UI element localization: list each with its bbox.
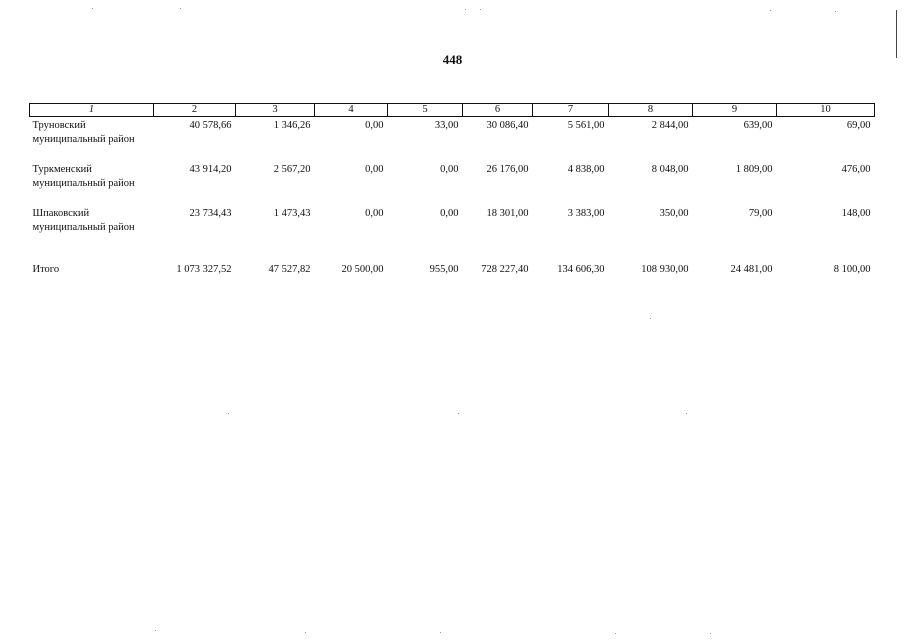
total-value-cell: 134 606,30 [557,264,605,275]
column-header-4: 4 [315,104,388,117]
value-cell: 79,00 [748,208,773,219]
value-cell: 5 561,00 [567,120,605,131]
scan-speck [440,632,441,633]
value-cell: 69,00 [846,120,871,131]
value-cell: 3 383,00 [567,208,605,219]
value-cell: 26 176,00 [486,164,529,175]
value-cell: 148,00 [841,208,871,219]
value-cell: 0,00 [440,164,459,175]
value-cell: 18 301,00 [486,208,529,219]
district-name-cell: Шпаковский муниципальный район [32,208,135,233]
scan-speck [480,9,481,10]
table-header-row [30,104,875,117]
value-cell: 2 567,20 [273,164,311,175]
scan-speck [458,413,459,414]
value-cell: 33,00 [434,120,459,131]
column-header-8: 8 [609,104,693,117]
spacer-row [30,249,875,261]
column-header-5: 5 [388,104,463,117]
value-cell: 1 346,26 [273,120,311,131]
column-header-10: 10 [777,104,875,117]
column-header-3: 3 [236,104,315,117]
total-value-cell: 728 227,40 [481,264,529,275]
scan-speck [615,633,616,634]
district-name-cell: Туркменский муниципальный район [32,164,135,189]
column-header-1: 1 [30,104,154,117]
total-value-cell: 47 527,82 [268,264,311,275]
table-row [30,117,875,162]
value-cell: 0,00 [365,164,384,175]
total-value-cell: 20 500,00 [341,264,384,275]
value-cell: 1 809,00 [735,164,773,175]
scan-speck [180,8,181,9]
scan-speck [228,413,229,414]
value-cell: 639,00 [743,120,773,131]
column-header-9: 9 [693,104,777,117]
column-header-2: 2 [154,104,236,117]
value-cell: 1 473,43 [273,208,311,219]
value-cell: 350,00 [659,208,689,219]
scan-speck [155,630,156,631]
value-cell: 2 844,00 [651,120,689,131]
spacer-cell [30,249,875,261]
table-row [30,205,875,249]
scan-edge-line [896,10,897,58]
table-row [30,161,875,205]
value-cell: 476,00 [841,164,871,175]
page-number: 448 [442,52,463,67]
total-label-cell: Итого [32,264,60,275]
scan-speck [686,413,687,414]
budget-table [29,103,875,279]
scan-speck [770,10,771,11]
scan-speck [305,632,306,633]
value-cell: 0,00 [365,208,384,219]
value-cell: 8 048,00 [651,164,689,175]
scan-speck [710,633,711,634]
district-name-cell: Труновский муниципальный район [32,120,135,145]
scan-speck [465,9,466,10]
value-cell: 23 734,43 [189,208,232,219]
total-value-cell: 108 930,00 [641,264,689,275]
total-row [30,261,875,279]
scan-speck [92,8,93,9]
value-cell: 4 838,00 [567,164,605,175]
column-header-6: 6 [463,104,533,117]
scan-speck [650,318,651,319]
total-value-cell: 955,00 [429,264,459,275]
total-value-cell: 8 100,00 [833,264,871,275]
total-value-cell: 24 481,00 [730,264,773,275]
value-cell: 0,00 [365,120,384,131]
column-header-7: 7 [533,104,609,117]
total-value-cell: 1 073 327,52 [176,264,232,275]
value-cell: 43 914,20 [189,164,232,175]
value-cell: 0,00 [440,208,459,219]
budget-table-container [29,103,874,279]
value-cell: 40 578,66 [189,120,232,131]
value-cell: 30 086,40 [486,120,529,131]
scan-speck [835,11,836,12]
